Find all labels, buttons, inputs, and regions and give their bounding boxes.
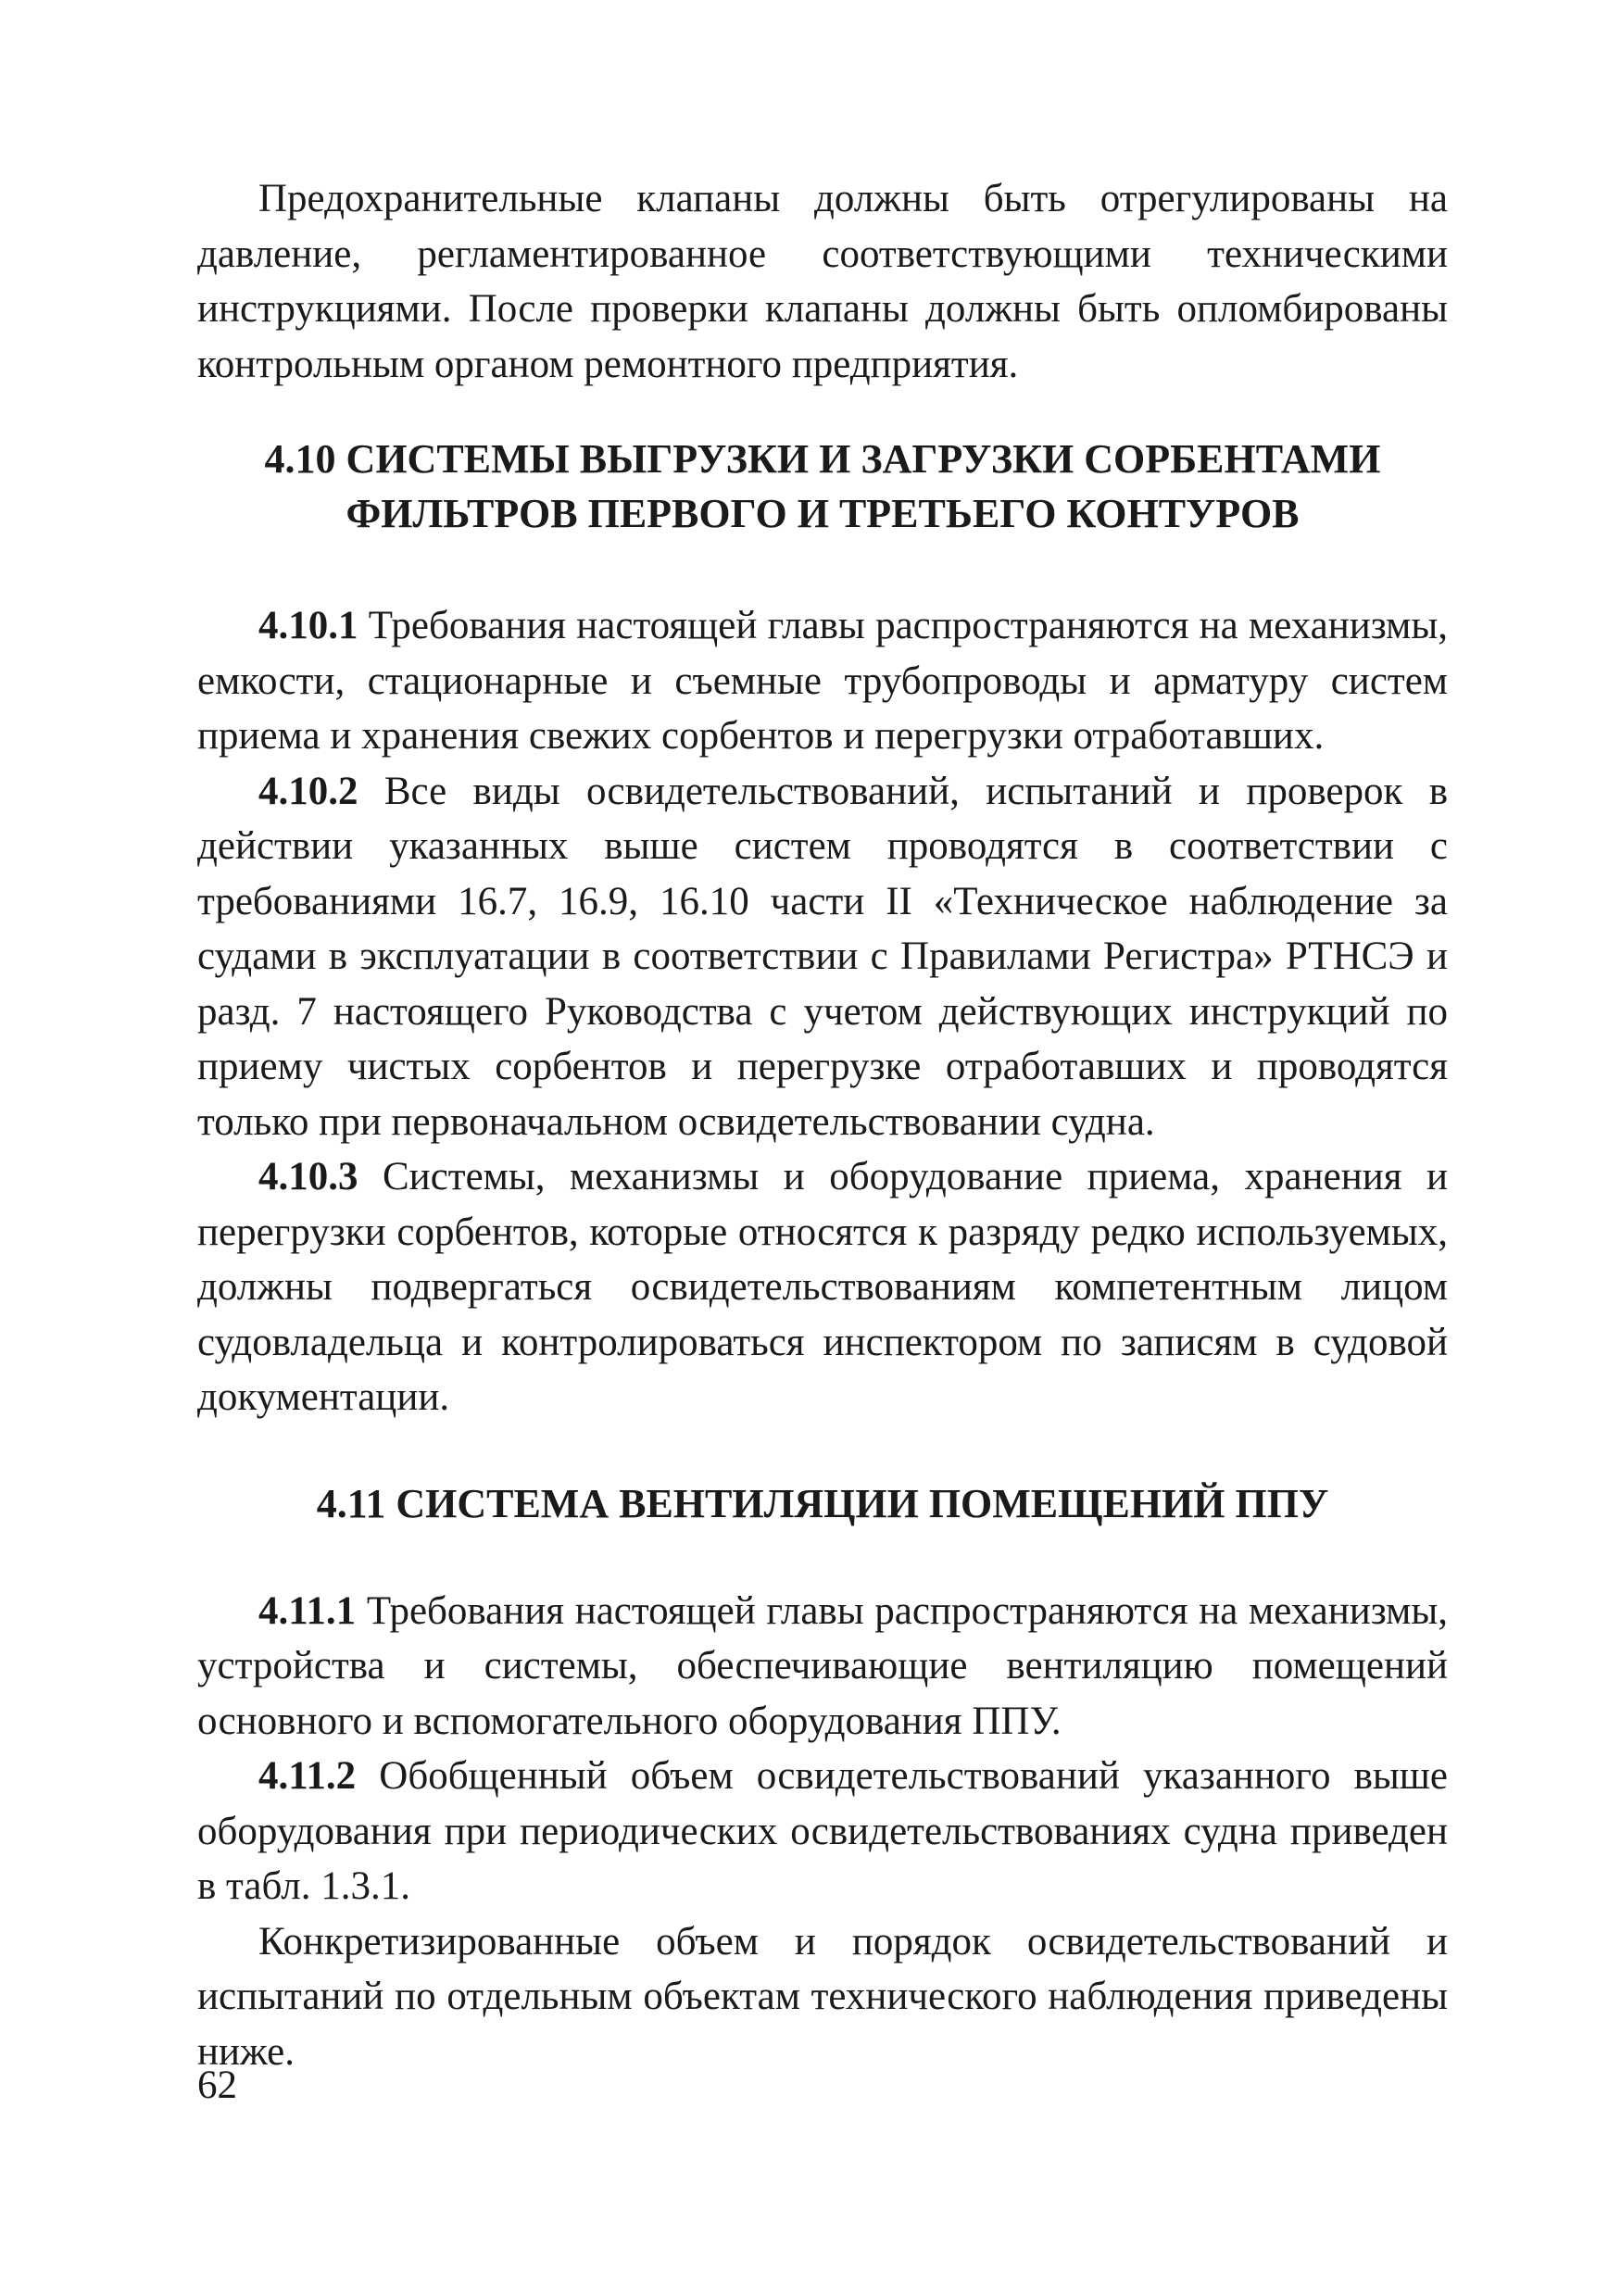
closing-paragraph: Конкретизированные объем и порядок освидетельствований и испытаний по отдельным объектам технического наблюдения приведены ниже. <box>197 1919 1448 2074</box>
section-heading-4-10 <box>197 432 1448 541</box>
paragraph-4-11-1 <box>197 1584 1448 1750</box>
page-body <box>197 171 1448 2079</box>
clause-text: Системы, механизмы и оборудование приема, хранения и перегрузки сорбентов, которые относятся к разряду редко используемых, должны подвергаться освидетельствованиям компетентным лицом судовладельца и контролироваться инспектором по записям в судовой документации. <box>197 1155 1448 1419</box>
clause-number: 4.10.2 <box>258 769 358 813</box>
paragraph-4-10-2 <box>197 764 1448 1150</box>
intro-paragraph: Предохранительные клапаны должны быть отрегулированы на давление, регламентированное соответствующими техническими инструкциями. После проверки клапаны должны быть опломбированы контрольным органом ремонтного предприятия. <box>197 177 1448 386</box>
paragraph-4-10-3 <box>197 1149 1448 1425</box>
clause-text: Обобщенный объем освидетельствований указанного выше оборудования при периодических освидетельствованиях судна приведен в табл. 1.3.1. <box>197 1754 1448 1908</box>
clause-number: 4.10.1 <box>258 604 358 647</box>
clause-number: 4.11.2 <box>258 1754 357 1798</box>
clause-text: Все виды освидетельствований, испытаний и проверок в действии указанных выше систем проводятся в соответствии с требованиями 16.7, 16.9, 16.10 части II «Техническое наблюдение за судами в эксплуатации в соответствии с Правилами Регистра» РТНСЭ и разд. 7 настоящего Руководства с учетом действующих инструкций по приему чистых сорбентов и перегрузке отработавших и проводятся только при первоначальном освидетельствовании судна. <box>197 769 1449 1144</box>
section-heading-4-11: 4.11 СИСТЕМА ВЕНТИЛЯЦИИ ПОМЕЩЕНИЙ ППУ <box>316 1480 1329 1526</box>
paragraph-4-10-1 <box>197 598 1448 764</box>
clause-text: Требования настоящей главы распространяются на механизмы, устройства и системы, обеспечивающие вентиляцию помещений основного и вспомогательного оборудования ППУ. <box>197 1588 1448 1743</box>
section-heading-4-10-line2: ФИЛЬТРОВ ПЕРВОГО И ТРЕТЬЕГО КОНТУРОВ <box>346 491 1300 536</box>
clause-number: 4.10.3 <box>258 1155 358 1198</box>
section-heading-4-10-line1: 4.10 СИСТЕМЫ ВЫГРУЗКИ И ЗАГРУЗКИ СОРБЕНТАМИ <box>264 436 1381 482</box>
paragraph-4-11-2 <box>197 1749 1448 1914</box>
page-number: 62 <box>197 2064 237 2107</box>
clause-number: 4.11.1 <box>258 1588 357 1633</box>
clause-text: Требования настоящей главы распространяются на механизмы, емкости, стационарные и съемные трубопроводы и арматуру систем приема и хранения свежих сорбентов и перегрузки отработавших. <box>197 604 1448 758</box>
